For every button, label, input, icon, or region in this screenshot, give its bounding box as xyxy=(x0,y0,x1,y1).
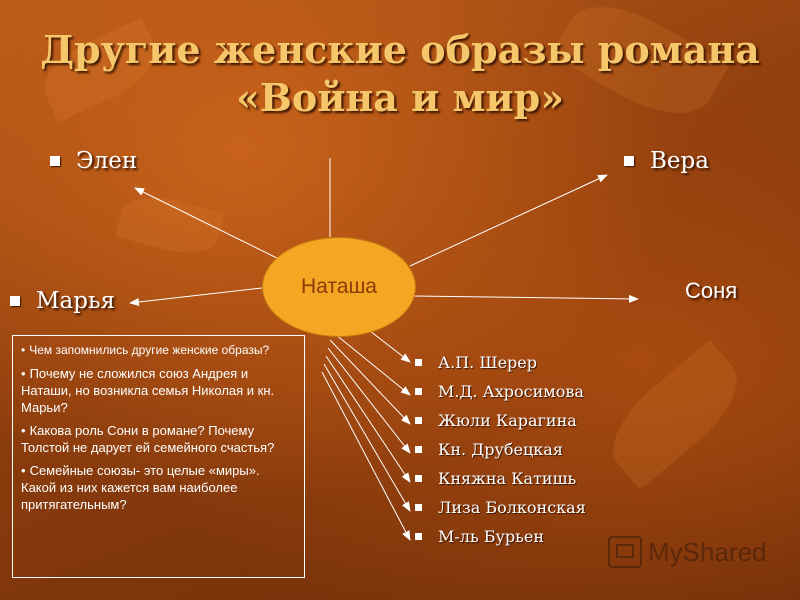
question-item: • Почему не сложился союз Андрея и Наташи, но возникла семья Николая и кн. Марьи? xyxy=(21,366,275,415)
question-item: • Чем запомнились другие женские образы? xyxy=(21,343,270,357)
bullet-icon xyxy=(415,388,422,395)
node-sonya xyxy=(685,278,737,304)
watermark-text: MyShared xyxy=(648,536,767,567)
node-elen-label: Элен xyxy=(76,148,138,174)
list-item: Жюли Карагина xyxy=(415,406,586,435)
arrow-to-list-6 xyxy=(324,364,410,511)
arrow-to-elen xyxy=(135,188,285,262)
node-marya xyxy=(10,288,115,314)
bullet-icon xyxy=(415,475,422,482)
list-item: М.Д. Ахросимова xyxy=(415,377,586,406)
watermark-logo xyxy=(608,536,767,568)
arrow-to-vera xyxy=(410,175,607,266)
characters-list xyxy=(415,348,586,551)
questions-box xyxy=(12,335,305,578)
arrow-to-list-5 xyxy=(326,356,410,482)
list-item: Лиза Болконская xyxy=(415,493,586,522)
presentation-icon xyxy=(608,536,642,568)
question-item: • Семейные союзы- это целые «миры». Какой из них кажется вам наиболее притягательным? xyxy=(21,463,260,512)
bullet-icon xyxy=(415,417,422,424)
arrow-to-list-1 xyxy=(370,331,410,362)
bullet-icon xyxy=(415,359,422,366)
central-node xyxy=(262,237,416,337)
question-item: • Какова роль Сони в романе? Почему Толстой не дарует ей семейного счастья? xyxy=(21,423,275,455)
bullet-icon xyxy=(415,446,422,453)
title-line-2: «Война и мир» xyxy=(236,75,564,120)
bullet-icon xyxy=(415,504,422,511)
title-line-1: Другие женские образы романа xyxy=(40,27,760,72)
list-item: Княжна Катишь xyxy=(415,464,586,493)
bullet-icon xyxy=(50,156,60,166)
node-vera xyxy=(624,148,709,174)
central-node-label: Наташа xyxy=(301,275,377,298)
node-vera-label: Вера xyxy=(650,148,709,174)
arrow-to-sonya xyxy=(414,296,638,299)
node-elen xyxy=(50,148,137,174)
bullet-icon xyxy=(415,533,422,540)
node-sonya-label: Соня xyxy=(685,278,738,303)
bullet-icon xyxy=(624,156,634,166)
arrow-to-list-4 xyxy=(328,348,410,453)
arrow-to-marya xyxy=(130,288,262,303)
list-item: Кн. Друбецкая xyxy=(415,435,586,464)
node-marya-label: Марья xyxy=(36,288,116,314)
list-item: А.П. Шерер xyxy=(415,348,586,377)
bullet-icon xyxy=(10,296,20,306)
list-item: М-ль Бурьен xyxy=(415,522,586,551)
